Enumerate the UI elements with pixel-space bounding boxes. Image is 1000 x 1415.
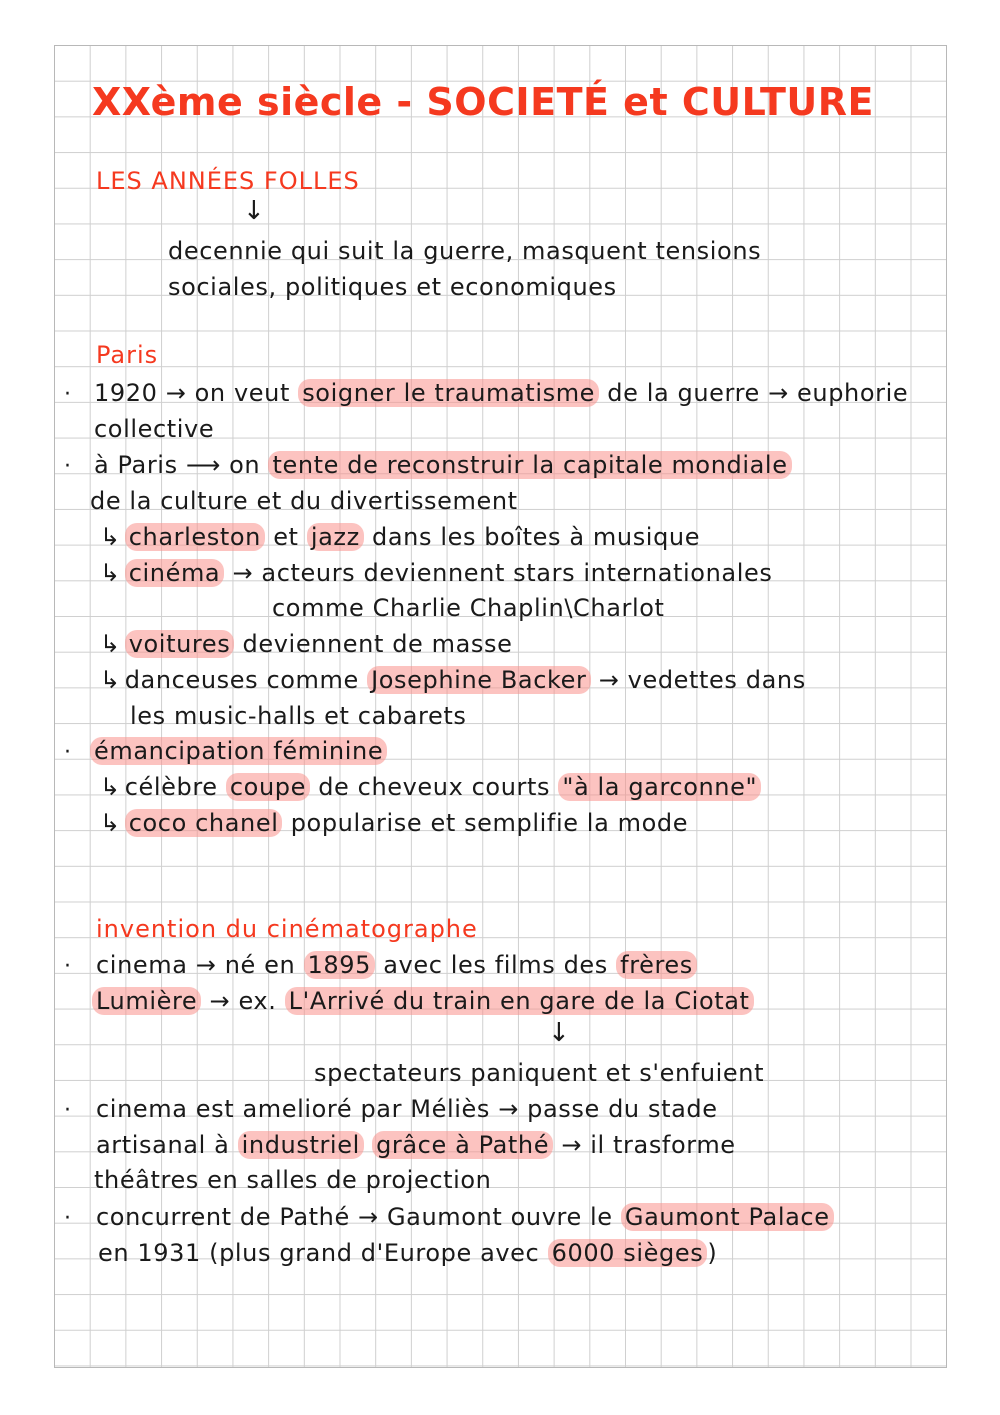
heading-annees-folles: LES ANNÉES FOLLES xyxy=(96,167,360,195)
text-segment: deviennent de masse xyxy=(242,630,513,658)
highlight: grâce à Pathé xyxy=(372,1131,553,1159)
text-segment: concurrent de Pathé → Gaumont ouvre le xyxy=(96,1203,613,1231)
sub-arrow-icon: ↳ xyxy=(100,773,121,801)
cinema-bullet-1 xyxy=(96,950,697,980)
text-segment: → vedettes dans xyxy=(598,666,806,694)
sub-arrow-icon: ↳ xyxy=(100,523,121,551)
annees-folles-line-1: decennie qui suit la guerre, masquent tensions xyxy=(168,237,762,265)
highlight: jazz xyxy=(307,523,364,551)
text-segment: avec les films des xyxy=(383,951,608,979)
highlight: cinéma xyxy=(125,559,225,587)
paris-bullet-3 xyxy=(90,736,387,766)
paris-sub-4-cont: les music-halls et cabarets xyxy=(130,702,467,730)
sub-arrow-icon: ↳ xyxy=(100,666,121,694)
highlight: voitures xyxy=(125,630,235,658)
highlight: Lumière xyxy=(92,987,201,1015)
text-segment: et xyxy=(273,523,299,551)
text-segment: danceuses comme xyxy=(124,666,359,694)
highlight: "à la garconne" xyxy=(558,773,761,801)
text-segment: de cheveux courts xyxy=(318,773,551,801)
highlight: 1895 xyxy=(304,951,375,979)
cinema-bullet-2: cinema est amelioré par Méliès → passe du stade xyxy=(96,1095,718,1123)
down-arrow-icon: ↓ xyxy=(548,1018,570,1048)
highlight: L'Arrivé du train en gare de la Ciotat xyxy=(285,987,754,1015)
bullet-dot: · xyxy=(64,954,71,979)
text-segment: → ex. xyxy=(209,987,277,1015)
text-segment: → il trasforme xyxy=(561,1131,736,1159)
highlight: tente de reconstruir la capitale mondiale xyxy=(268,451,791,479)
paris-bullet-2 xyxy=(94,450,792,480)
highlight: coupe xyxy=(226,773,310,801)
paris-bullet-1 xyxy=(94,378,908,408)
bullet-dot: · xyxy=(64,1206,71,1231)
paris-sub-1 xyxy=(100,522,700,552)
bullet-dot: · xyxy=(64,382,71,407)
cinema-bullet-2-cont2: théâtres en salles de projection xyxy=(94,1166,492,1194)
highlight: Gaumont Palace xyxy=(621,1203,834,1231)
highlight: Josephine Backer xyxy=(367,666,590,694)
text-segment: ) xyxy=(707,1239,718,1267)
cinema-bullet-3-cont xyxy=(98,1238,717,1268)
down-arrow-icon: ↓ xyxy=(243,196,265,226)
paris-sub-3 xyxy=(100,629,513,659)
highlight: coco chanel xyxy=(125,809,283,837)
annees-folles-line-2: sociales, politiques et economiques xyxy=(168,273,617,301)
highlight: industriel xyxy=(238,1131,364,1159)
text-segment: en 1931 (plus grand d'Europe avec xyxy=(98,1239,540,1267)
text-segment: cinema → né en xyxy=(96,951,296,979)
text-segment: popularise et semplifie la mode xyxy=(290,809,689,837)
bullet-dot: · xyxy=(64,454,71,479)
text-segment: → acteurs deviennent stars internationales xyxy=(232,559,773,587)
cinema-bullet-1-cont xyxy=(92,986,754,1016)
paris-sub-2-cont: comme Charlie Chaplin\Charlot xyxy=(272,594,665,622)
heading-cinematographe: invention du cinématographe xyxy=(96,915,478,943)
paris-bullet-1-cont: collective xyxy=(94,415,215,443)
text-segment: dans les boîtes à musique xyxy=(372,523,701,551)
sub-arrow-icon: ↳ xyxy=(100,630,121,658)
paris-bullet-2-cont: de la culture et du divertissement xyxy=(90,487,518,515)
paris-sub-5 xyxy=(100,772,761,802)
text-segment: artisanal à xyxy=(96,1131,230,1159)
sub-arrow-icon: ↳ xyxy=(100,809,121,837)
heading-paris: Paris xyxy=(96,341,159,369)
text-segment: à Paris ⟶ on xyxy=(94,451,261,479)
bullet-dot: · xyxy=(64,1098,71,1123)
sub-arrow-icon: ↳ xyxy=(100,559,121,587)
bullet-dot: · xyxy=(64,740,71,765)
paris-sub-4 xyxy=(100,665,806,695)
cinema-consequence: spectateurs paniquent et s'enfuient xyxy=(314,1059,765,1087)
paris-sub-6 xyxy=(100,808,688,838)
cinema-bullet-3 xyxy=(96,1202,834,1232)
highlight: frères xyxy=(616,951,697,979)
highlight: 6000 sièges xyxy=(548,1239,708,1267)
cinema-bullet-2-cont xyxy=(96,1130,736,1160)
page-title: XXème siècle - SOCIETÉ et CULTURE xyxy=(92,80,875,124)
text-segment: célèbre xyxy=(124,773,218,801)
highlight: émancipation féminine xyxy=(90,737,387,765)
highlight: soigner le traumatisme xyxy=(298,379,599,407)
highlight: charleston xyxy=(125,523,265,551)
text-segment: 1920 → on veut xyxy=(94,379,290,407)
text-segment: de la guerre → euphorie xyxy=(607,379,909,407)
paris-sub-2 xyxy=(100,558,772,588)
